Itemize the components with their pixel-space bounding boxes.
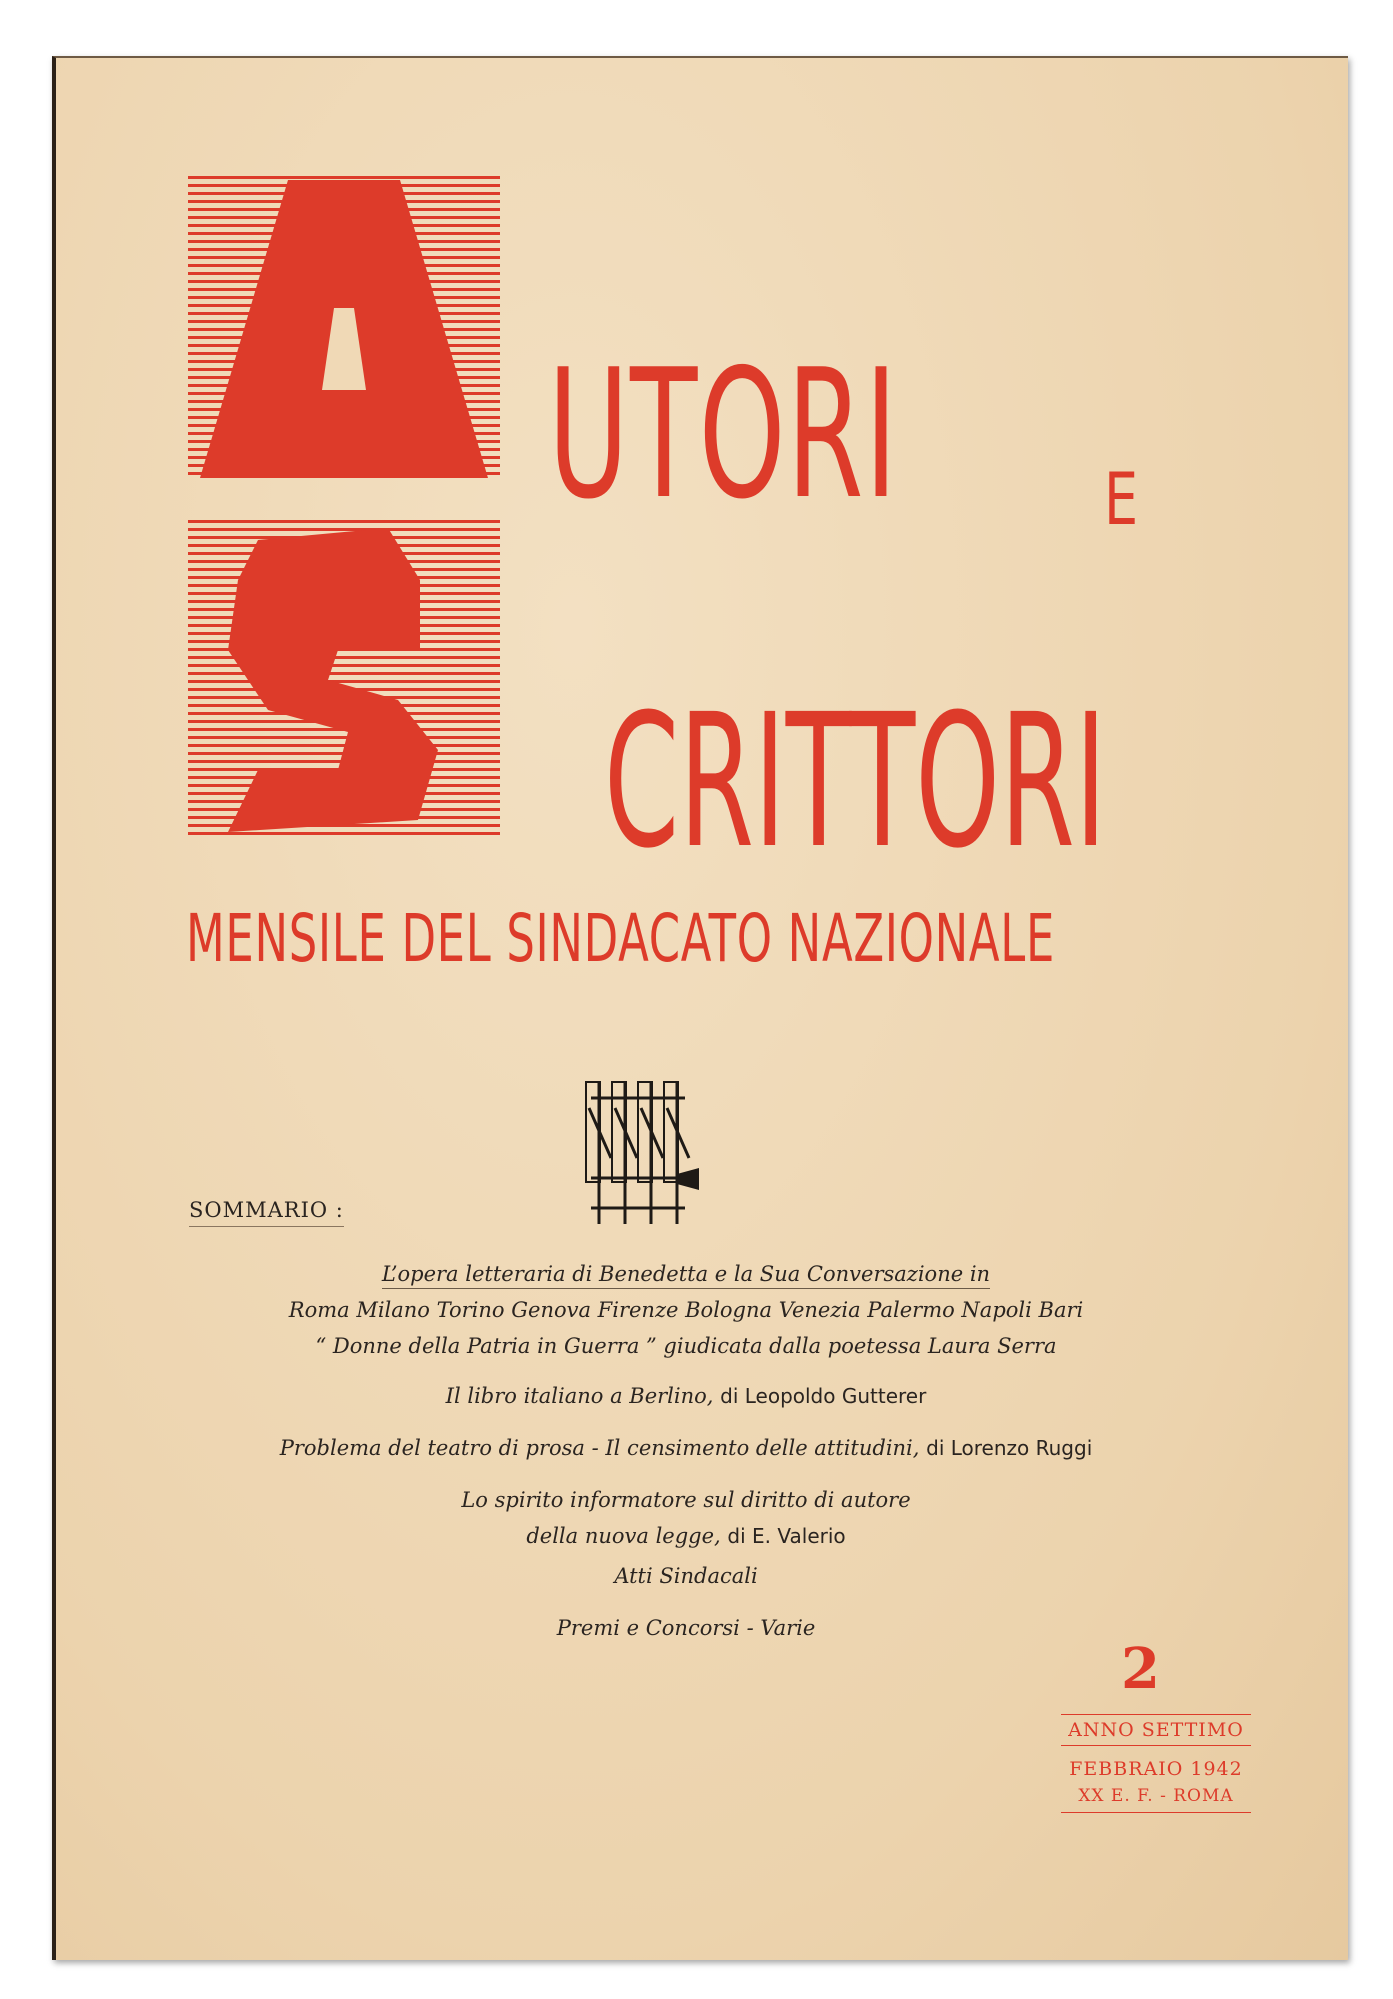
- contents-heading: SOMMARIO :: [189, 1198, 344, 1227]
- entry4-line1: Lo spirito informatore sul diritto di autore: [461, 1488, 911, 1512]
- entry1-line2: Roma Milano Torino Genova Firenze Bologna Venezia Palermo Napoli Bari: [288, 1298, 1084, 1322]
- contents-entry-2: [186, 1378, 1186, 1414]
- initial-s-block: [188, 520, 500, 840]
- issue-year-label: ANNO SETTIMO: [1061, 1714, 1251, 1746]
- title-word-crittori: CRITTORI: [604, 675, 1107, 889]
- title-word-utori: UTORI: [548, 331, 899, 538]
- subtitle: MENSILE DEL SINDACATO NAZIONALE: [186, 900, 1056, 977]
- entry2-author: di Leopoldo Gutterer: [720, 1384, 927, 1408]
- entry2-title: Il libro italiano a Berlino,: [445, 1384, 714, 1408]
- initial-a-block: [188, 176, 500, 478]
- entry6-title: Premi e Concorsi - Varie: [556, 1616, 816, 1640]
- entry4-author: di E. Valerio: [727, 1524, 846, 1548]
- issue-place: XX E. F. - ROMA: [1061, 1786, 1251, 1813]
- initial-s-graphic: [188, 520, 500, 840]
- entry3-title: Problema del teatro di prosa - Il censimento delle attitudini,: [279, 1436, 920, 1460]
- entry1-line1: L’opera letteraria di Benedetta e la Sua Conversazione in: [382, 1262, 990, 1289]
- entry5-title: Atti Sindacali: [614, 1564, 758, 1588]
- title-conjunction-e: E: [1104, 457, 1139, 541]
- contents-entry-4: [186, 1482, 1186, 1554]
- issue-number: 2: [1121, 1636, 1160, 1702]
- contents-entry-1: [186, 1256, 1186, 1364]
- contents-entry-3: [186, 1430, 1186, 1466]
- magazine-cover: [52, 56, 1348, 1960]
- contents-entry-6: [186, 1610, 1186, 1646]
- entry4-title2: della nuova legge,: [526, 1524, 721, 1548]
- entry3-author: di Lorenzo Ruggi: [926, 1436, 1093, 1460]
- fasces-emblem-icon: [581, 1078, 701, 1232]
- contents-entry-5: [186, 1558, 1186, 1594]
- initial-a-graphic: [188, 176, 500, 478]
- entry1-line3: “ Donne della Patria in Guerra ” giudicata dalla poetessa Laura Serra: [315, 1334, 1057, 1358]
- issue-date: FEBBRAIO 1942: [1069, 1758, 1243, 1780]
